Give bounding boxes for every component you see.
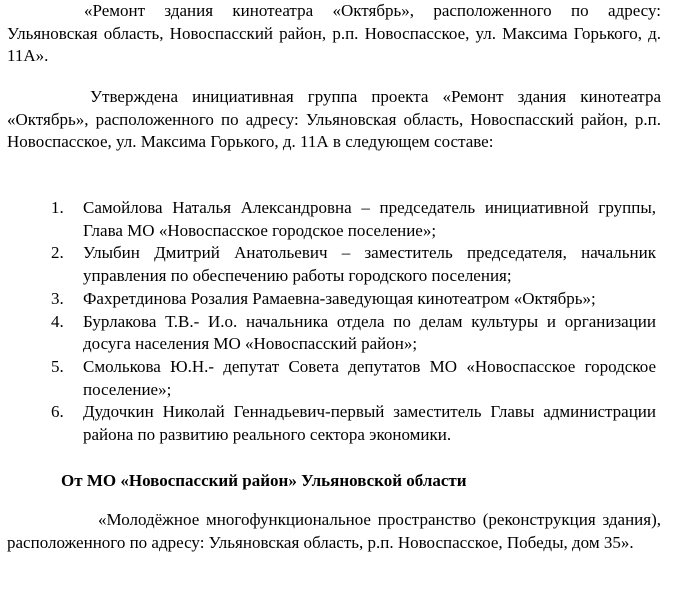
list-item xyxy=(0,356,656,401)
approved-text: Утверждена инициативная группа проекта «Ремонт здания кинотеатра «Октябрь», расположенного по адресу: Ульяновская область, Новоспасский район, р.п. Новоспасское, ул. Максима Горького, д. 11А в следующем составе: xyxy=(7,87,661,152)
list-item xyxy=(0,242,656,287)
project-paragraph xyxy=(7,509,661,554)
members-list xyxy=(0,197,656,447)
list-item-text: Улыбин Дмитрий Анатольевич – заместитель председателя, начальник управления по обеспечению работы городского поселения; xyxy=(83,243,656,286)
list-item-text: Самойлова Наталья Александровна – председатель инициативной группы, Глава МО «Новоспасское городское поселение»; xyxy=(83,198,656,240)
list-item-number: 1. xyxy=(51,198,64,217)
list-item xyxy=(0,311,656,356)
list-item xyxy=(0,197,656,242)
list-item-text: Смолькова Ю.Н.- депутат Совета депутатов МО «Новоспасское городское поселение»; xyxy=(83,356,656,399)
intro-text: «Ремонт здания кинотеатра «Октябрь», расположенного по адресу: Ульяновская область, Новоспасский район, р.п. Новоспасское, ул. Максима Горького, д. 11А». xyxy=(7,1,661,66)
list-item-number: 5. xyxy=(51,356,64,376)
section-heading: От МО «Новоспасский район» Ульяновской области xyxy=(61,471,467,490)
list-item xyxy=(0,401,656,446)
list-item-text: Фахретдинова Розалия Рамаевна-заведующая кинотеатром «Октябрь»; xyxy=(83,288,596,308)
list-item-number: 6. xyxy=(51,402,64,422)
list-item-text: Дудочкин Николай Геннадьевич-первый заместитель Главы администрации района по развитию реального сектора экономики. xyxy=(83,402,656,445)
approved-paragraph xyxy=(7,86,661,154)
list-item-text: Бурлакова Т.В.- И.о. начальника отдела по делам культуры и организации досуга населения МО «Новоспасский район»; xyxy=(83,311,656,354)
project-text: «Молодёжное многофункциональное пространство (реконструкция здания), расположенного по адресу: Ульяновская область, р.п. Новоспасское, Победы, дом 35». xyxy=(7,510,661,552)
list-item xyxy=(0,288,656,311)
list-item-number: 3. xyxy=(51,288,64,308)
intro-paragraph xyxy=(7,0,661,68)
list-item-number: 4. xyxy=(51,311,64,331)
list-item-number: 2. xyxy=(51,243,64,263)
